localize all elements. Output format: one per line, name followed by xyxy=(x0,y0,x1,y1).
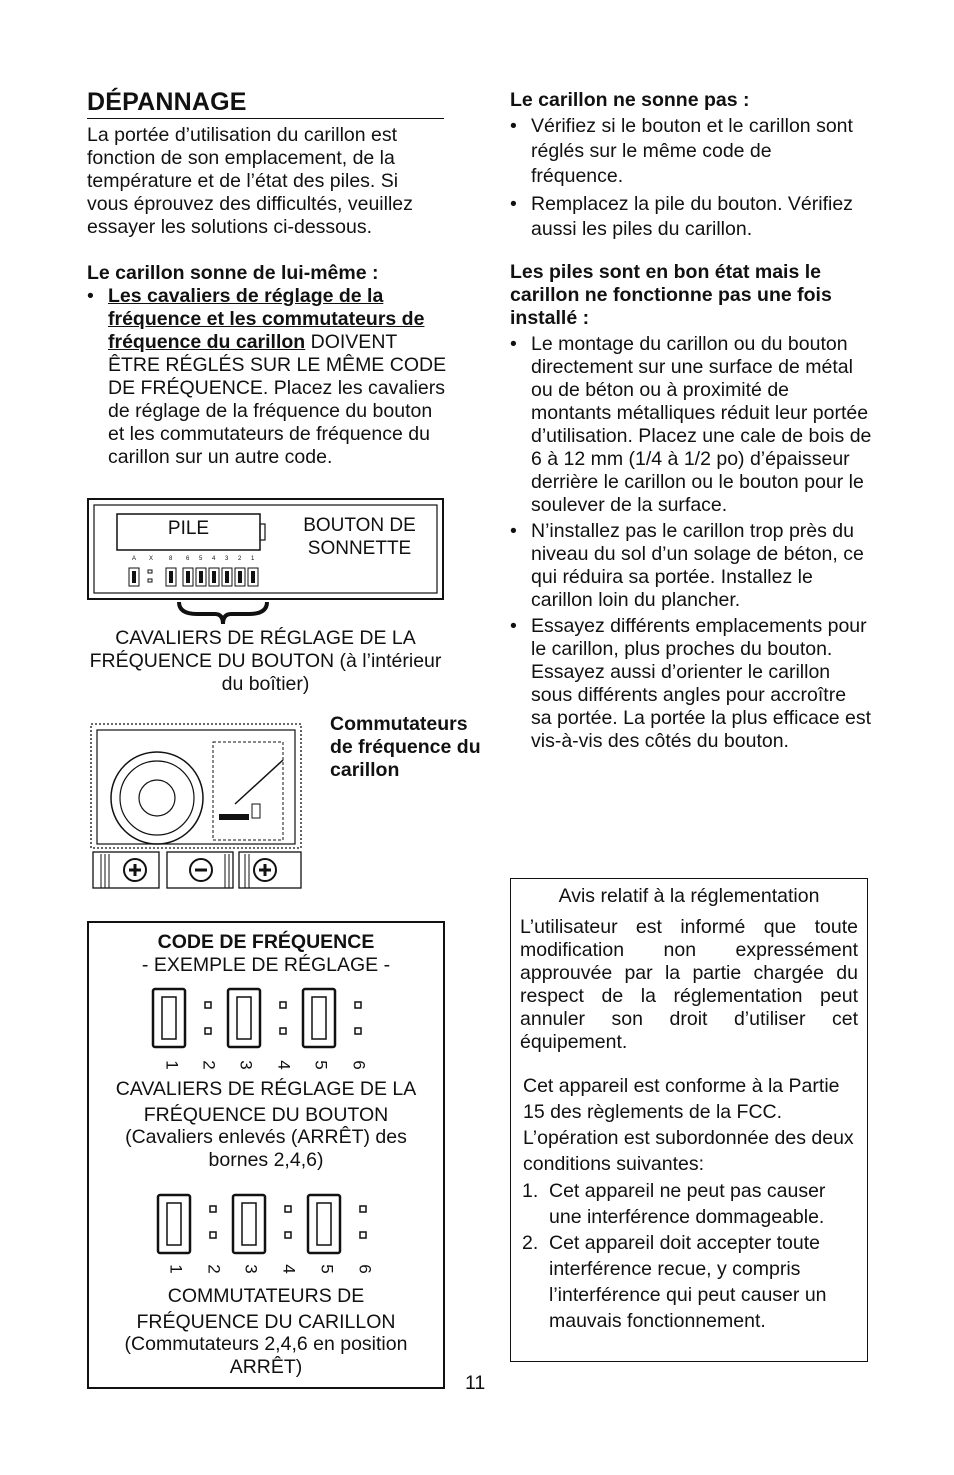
section1-list xyxy=(87,285,447,472)
switch-number: 3 xyxy=(241,1264,261,1274)
page-title: DÉPANNAGE xyxy=(87,88,247,116)
section2-heading: Le carillon ne sonne pas : xyxy=(510,89,750,111)
switch-number: 5 xyxy=(317,1264,337,1274)
button-housing-diagram xyxy=(87,498,444,600)
condition-number: 2. xyxy=(522,1232,539,1254)
jumper-number: 2 xyxy=(199,1060,219,1070)
intro-paragraph: La portée d’utilisation du carillon est fonction de son emplacement, de la température et de l’état des piles. Si vous éprouvez des difficultés, veuillez essayer les solutions ci-dessous. xyxy=(87,124,413,238)
section2-list xyxy=(510,114,865,245)
brace-icon xyxy=(175,600,271,628)
freq-caption2-b: (Commutateurs 2,4,6 en position ARRÊT) xyxy=(124,1333,408,1378)
svg-text:8: 8 xyxy=(169,556,173,562)
section1-bullet-rest: DOIVENT ÊTRE RÉGLÉS SUR LE MÊME CODE DE FRÉQUENCE. Placez les cavaliers de réglage de la fréquence du bouton et les commutateurs de fréquence du carillon sur un autre code. xyxy=(108,331,447,468)
svg-text:A: A xyxy=(132,556,137,562)
section1-bullet-emphasis: Les cavaliers de réglage de la fréquence et les commutateurs de fréquence du carillon xyxy=(108,285,425,353)
diagram1-caption: CAVALIERS DE RÉGLAGE DE LA FRÉQUENCE DU BOUTON (à l’intérieur du boîtier) xyxy=(89,627,442,695)
device-label: BOUTON DE SONNETTE xyxy=(303,515,416,559)
condition-item xyxy=(522,1230,862,1334)
notice-paragraph1: L’utilisateur est informé que toute modification non expressément approuvée par la partie chargée du respect de la réglementation peut annuler son droit d’utiliser cet équipement. xyxy=(520,916,858,1053)
section3-bullet: • Le montage du carillon ou du bouton directement sur une surface de métal ou de béton ou à proximité de montants métalliques réduit leur portée d’utilisation. Placez une cale de bois de 6 à 12 mm (1/4 à 1/2 po) d’épaisseur derrière le carillon ou le bouton pour le soulever de la surface. xyxy=(510,333,872,517)
freq-caption2-a: COMMUTATEURS DE FRÉQUENCE DU CARILLON xyxy=(136,1285,396,1333)
jumper-number: 1 xyxy=(162,1060,182,1070)
jumper-number: 5 xyxy=(311,1060,331,1070)
section2-bullet: • Vérifiez si le bouton et le carillon sont réglés sur le même code de fréquence. xyxy=(510,114,865,189)
section2-bullet: • Remplacez la pile du bouton. Vérifiez aussi les piles du carillon. xyxy=(510,192,865,242)
switch-number: 4 xyxy=(279,1264,299,1274)
section1-bullet xyxy=(87,285,447,469)
jumper-number: 6 xyxy=(349,1060,369,1070)
notice-conditions xyxy=(522,1178,862,1334)
svg-text:1: 1 xyxy=(251,556,255,562)
svg-text:2: 2 xyxy=(238,556,242,562)
notice-paragraph2: Cet appareil est conforme à la Partie 15 des règlements de la FCC. L’opération est subordonnée des deux conditions suivantes: xyxy=(523,1075,854,1175)
condition-text: Cet appareil doit accepter toute interférence recue, y compris l’interférence qui peut causer un mauvais fonctionnement. xyxy=(549,1232,827,1332)
jumper-number: 4 xyxy=(274,1060,294,1070)
freq-caption1-b: (Cavaliers enlevés (ARRÊT) des bornes 2,4,6) xyxy=(125,1126,407,1171)
switch-number: 1 xyxy=(166,1264,186,1274)
freq-caption1-a: CAVALIERS DE RÉGLAGE DE LA FRÉQUENCE DU BOUTON xyxy=(115,1078,417,1126)
freq-subtitle: - EXEMPLE DE RÉGLAGE - xyxy=(141,954,391,976)
condition-text: Cet appareil ne peut pas causer une interférence dommageable. xyxy=(549,1180,826,1228)
switch-number: 6 xyxy=(355,1264,375,1274)
jumper-number: 3 xyxy=(236,1060,256,1070)
svg-text:3: 3 xyxy=(225,556,229,562)
title-rule xyxy=(87,118,444,119)
freq-title: CODE DE FRÉQUENCE xyxy=(157,931,375,953)
condition-number: 1. xyxy=(522,1180,539,1202)
switch-number: 2 xyxy=(204,1264,224,1274)
section3-bullet: • N’installez pas le carillon trop près du niveau du sol d’un solage de béton, ce qui réduira sa portée. Installez le carillon loin du plancher. xyxy=(510,520,872,612)
chime-switch-callout: Commutateurs de fréquence du carillon xyxy=(330,713,481,781)
section1-heading: Le carillon sonne de lui-même : xyxy=(87,262,379,284)
condition-item xyxy=(522,1178,862,1230)
svg-text:4: 4 xyxy=(212,556,216,562)
switch-example-graphic xyxy=(155,1192,385,1258)
jumper-example-graphic xyxy=(150,985,380,1075)
section3-heading: Les piles sont en bon état mais le carillon ne fonctionne pas une fois installé : xyxy=(510,261,832,329)
svg-text:X: X xyxy=(149,556,154,562)
section3-bullet: • Essayez différents emplacements pour le carillon, plus proches du bouton. Essayez aussi d’orienter le carillon sous différents angles pour accroître sa portée. La portée la plus efficace est vis-à-vis des côtés du bouton. xyxy=(510,615,872,753)
section3-list xyxy=(510,333,872,756)
battery-label: PILE xyxy=(167,518,210,539)
page-number: 11 xyxy=(465,1372,486,1394)
svg-text:5: 5 xyxy=(199,556,203,562)
svg-text:6: 6 xyxy=(186,556,190,562)
notice-title: Avis relatif à la réglementation xyxy=(558,885,820,907)
chime-unit-diagram xyxy=(89,720,305,890)
